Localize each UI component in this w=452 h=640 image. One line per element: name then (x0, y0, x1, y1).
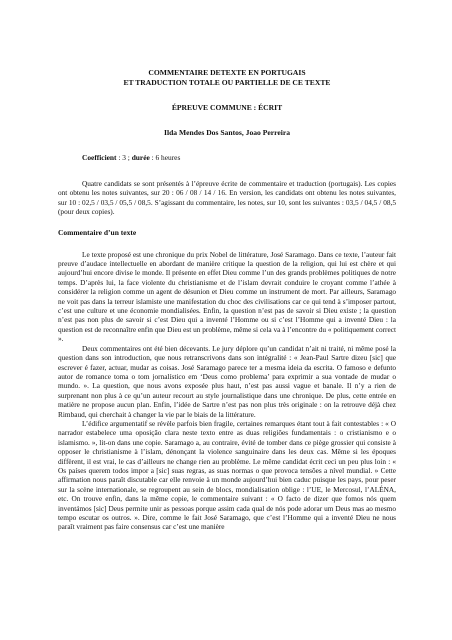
intro-paragraph: Quatre candidats se sont présentés à l’épreuve écrite de commentaire et traduction (portugais). Les copies ont obtenu les notes suivantes, sur 20 : 06 / 08 / 14 / 16. En version, les candidats ont obtenu les notes suivantes, sur 10 : 02,5 / 03,5 / 05,5 / 08,5. S’agissant du commentaire, les notes, sur 10, sont les suivantes : 03,5 / 04,5 / 08,5 (pour deux copies). (58, 179, 396, 217)
coefficient-line (82, 153, 396, 163)
body-paragraph-2: Deux commentaires ont été bien décevants. Le jury déplore qu’un candidat n’ait ni traité, ni même posé la question dans son introduction, que nous retranscrivons dans son intégralité : « Jean-Paul Sartre dizeu [sic] que escrever é fazer, actuar, mudar as coisas. José Saramago parece ter a mesma ideia da escrita. O famoso e defunto autor de romance toma o tom jornalístico em ‘Deus como problema’ para exprimir a sua vontade de mudar o mundo. ». La question, que nous avons exposée plus haut, n’est pas aussi vague et banale. Il n’y a rien de surprenant non plus à ce qu’un auteur recourt au style journalistique dans une chronique. De plus, cette entrée en matière ne propose aucun plan. Enfin, l’idée de Sartre n’est pas non plus très originale : on la retrouve déjà chez Rimbaud, qui cherchait à changer la vie par le biais de la littérature. (58, 343, 396, 419)
body-paragraph-3: L’édifice argumentatif se révèle parfois bien fragile, certaines remarques étant tout à fait contestables : « O narrador estabelece uma oposição clara neste texto entre as duas religiões fundamentais : o cristianismo e o islamismo. », lit-on dans une copie. Saramago a, au contraire, évité de tomber dans ce piège grossier qui consiste à opposer le christianisme à l’islam, dénonçant la violence sanguinaire dans les deux cas. Même si les époques diffèrent, il est vrai, le cas d’ailleurs ne change rien au problème. Le même candidat écrit ceci un peu plus loin : « Os países querem todos impor a [sic] suas regras, as suas normas o que provoca tensões a nível mundial. » Cette affirmation nous paraît discutable car elle renvoie à un monde aujourd’hui bien caduc puisque les pays, pour peser sur la scène internationale, se regroupent au sein de blocs, mondialisation oblige : l’UE, le Mercosul, l’ALÉNA, etc. On trouve enfin, dans la même copie, le commentaire suivant : « O facto de dizer que fomos nós quem inventámos [sic] Deus permite unir as pessoas porque assim cada qual de nós pode adorar um Deus mas ao mesmo tempo escutar os outros. ». Dire, comme le fait José Saramago, que c’est l’Homme qui a inventé Dieu ne nous paraît vraiment pas faire consensus car c’est une manière (58, 418, 396, 532)
document-header (58, 68, 396, 138)
coefficient-value: : 3 ; (116, 153, 132, 162)
section-heading: Commentaire d’un texte (58, 227, 137, 237)
title-line-2: ET TRADUCTION TOTALE OU PARTIELLE DE CE TEXTE (123, 78, 331, 87)
document-content (58, 68, 396, 532)
body-paragraph-1: Le texte proposé est une chronique du prix Nobel de littérature, José Saramago. Dans ce texte, l’auteur fait preuve d’audace intellectuelle en abordant de manière critique la question de la religion, qui lui est chère et qui aujourd’hui encore divise le monde. Il présente en effet Dieu comme l’un des grands problèmes politiques de notre temps. D’après lui, la face violente du christianisme et de l’islam devrait conduire le croyant comme l’athée à considérer la religion comme un agent de désunion et Dieu comme un instrument de mort. Par ailleurs, Saramago ne voit pas dans la terreur islamiste une manifestation du choc des civilisations car ce qui tend à s’imposer partout, c’est une culture et une économie mondialisées. Enfin, la question n’est pas de savoir si Dieu existe ; la question n’est pas non plus de savoir si c’est Dieu qui a inventé l’Homme ou si c’est l’Homme qui a inventé Dieu : la question est de reconnaître enfin que Dieu est un problème, même si cela va à l’encontre du « politiquement correct ». (58, 249, 396, 344)
authors-line: Ilda Mendes Dos Santos, Joao Perreira (164, 128, 290, 137)
exam-subtitle: ÉPREUVE COMMUNE : ÉCRIT (171, 103, 283, 112)
duration-value: : 6 heures (149, 153, 181, 162)
coefficient-label: Coefficient (82, 153, 117, 162)
title-line-1: COMMENTAIRE DETEXTE EN PORTUGAIS (148, 68, 306, 77)
duration-label: durée (131, 153, 150, 162)
